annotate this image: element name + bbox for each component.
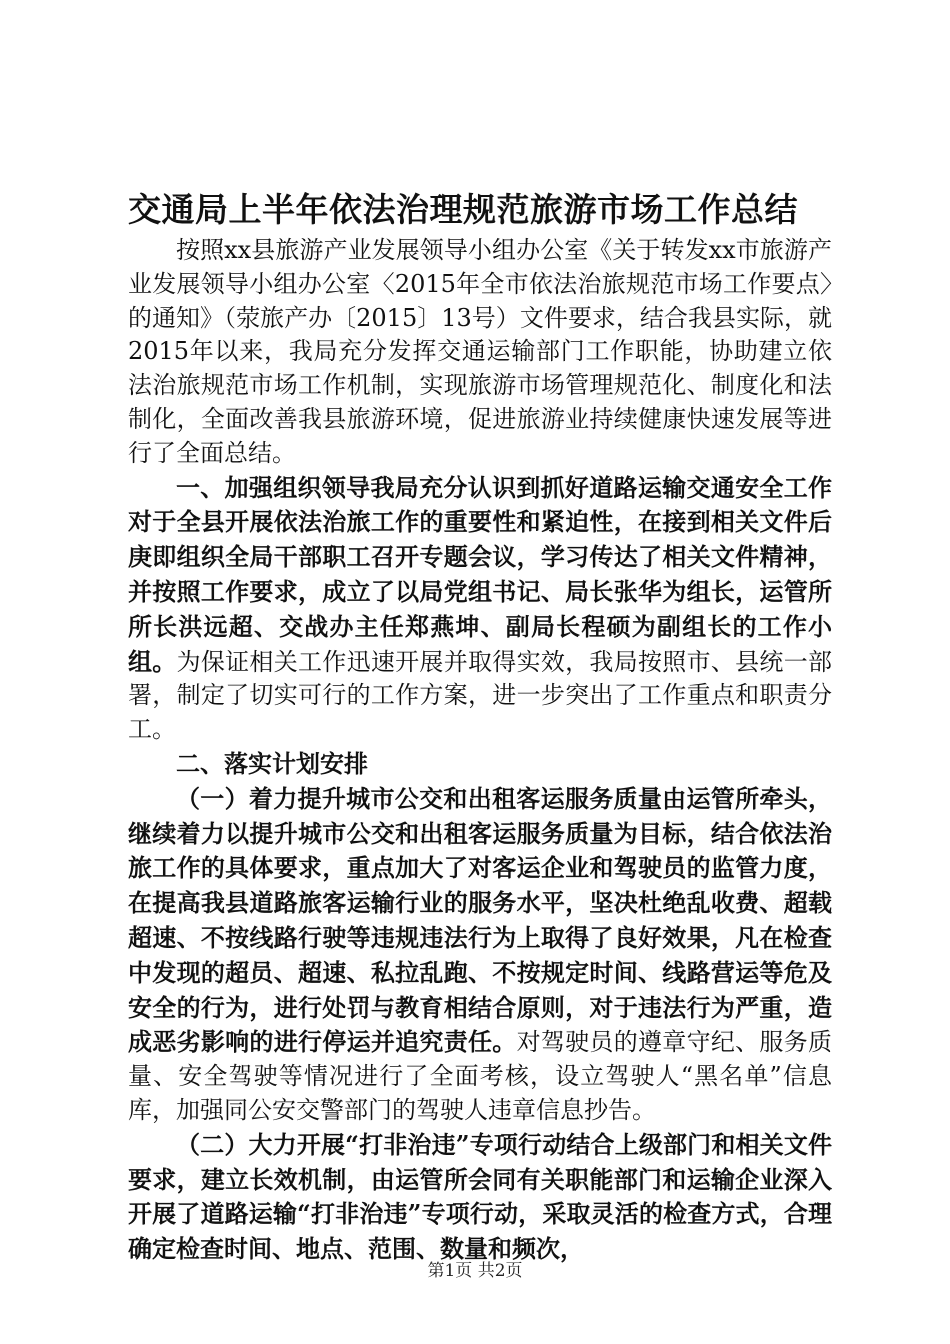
section-heading-text: （一）着力提升城市公交和出租客运服务质量由运管所牵头，继续着力以提升城市公交和出租客运服务质量为目标，结合依法治旅工作的具体要求，重点加大了对客运企业和驾驶员的监管力度，在提高我县道路旅客运输行业的服务水平，坚决杜绝乱收费、超载超速、不按线路行驶等违规违法行为上取得了良好效果，凡在检查中发现的超员、超速、私拉乱跑、不按规定时间、线路营运等危及安全的行为，进行处罚与教育相结合原则，对于违法行为严重，造成恶劣影响的进行停运并追究责任。 [128, 783, 832, 1057]
paragraph-text: 按照xx县旅游产业发展领导小组办公室《关于转发xx市旅游产业发展领导小组办公室〈2015年全市依法治旅规范市场工作要点〉的通知》（荥旅产办〔2015〕13号）文件要求，结合我县实际，就2015年以来，我局充分发挥交通运输部门工作职能，协助建立依法治旅规范市场工作机制，实现旅游市场管理规范化、制度化和法制化，全面改善我县旅游环境，促进旅游业持续健康快速发展等进行了全面总结。 [128, 236, 832, 467]
intro-paragraph [128, 234, 832, 471]
section-1-paragraph [128, 471, 832, 747]
section-heading-text: （二）大力开展“打非治违”专项行动结合上级部门和相关文件要求，建立长效机制，由运管所会同有关职能部门和运输企业深入开展了道路运输“打非治违”专项行动，采取灵活的检查方式，合理确定检查时间、地点、范围、数量和频次， [128, 1129, 832, 1264]
paragraph-text: 为保证相关工作迅速开展并取得实效，我局按照市、县统一部署，制定了切实可行的工作方案，进一步突出了工作重点和职责分工。 [128, 647, 833, 744]
document-body [128, 234, 832, 1267]
subsection-2-paragraph [128, 1128, 832, 1267]
subsection-1-paragraph [128, 782, 832, 1128]
section-heading-text: 一、加强组织领导我局充分认识到抓好道路运输交通安全工作对于全县开展依法治旅工作的重要性和紧迫性，在接到相关文件后庚即组织全局干部职工召开专题会议，学习传达了相关文件精神，并按照工作要求，成立了以局党组书记、局长张华为组长，运管所所长洪远超、交战办主任郑燕坤、副局长程硕为副组长的工作小组。 [128, 472, 832, 676]
document-title: 交通局上半年依法治理规范旅游市场工作总结 [128, 190, 798, 229]
section-heading-text: 二、落实计划安排 [176, 748, 368, 778]
section-2-heading [128, 747, 832, 782]
page-number-footer: 第1页 共2页 [427, 1261, 523, 1281]
paragraph-text: 对驾驶员的遵章守纪、服务质量、安全驾驶等情况进行了全面考核，设立驾驶人“黑名单”信息库，加强同公安交警部门的驾驶人违章信息抄告。 [128, 1028, 833, 1124]
